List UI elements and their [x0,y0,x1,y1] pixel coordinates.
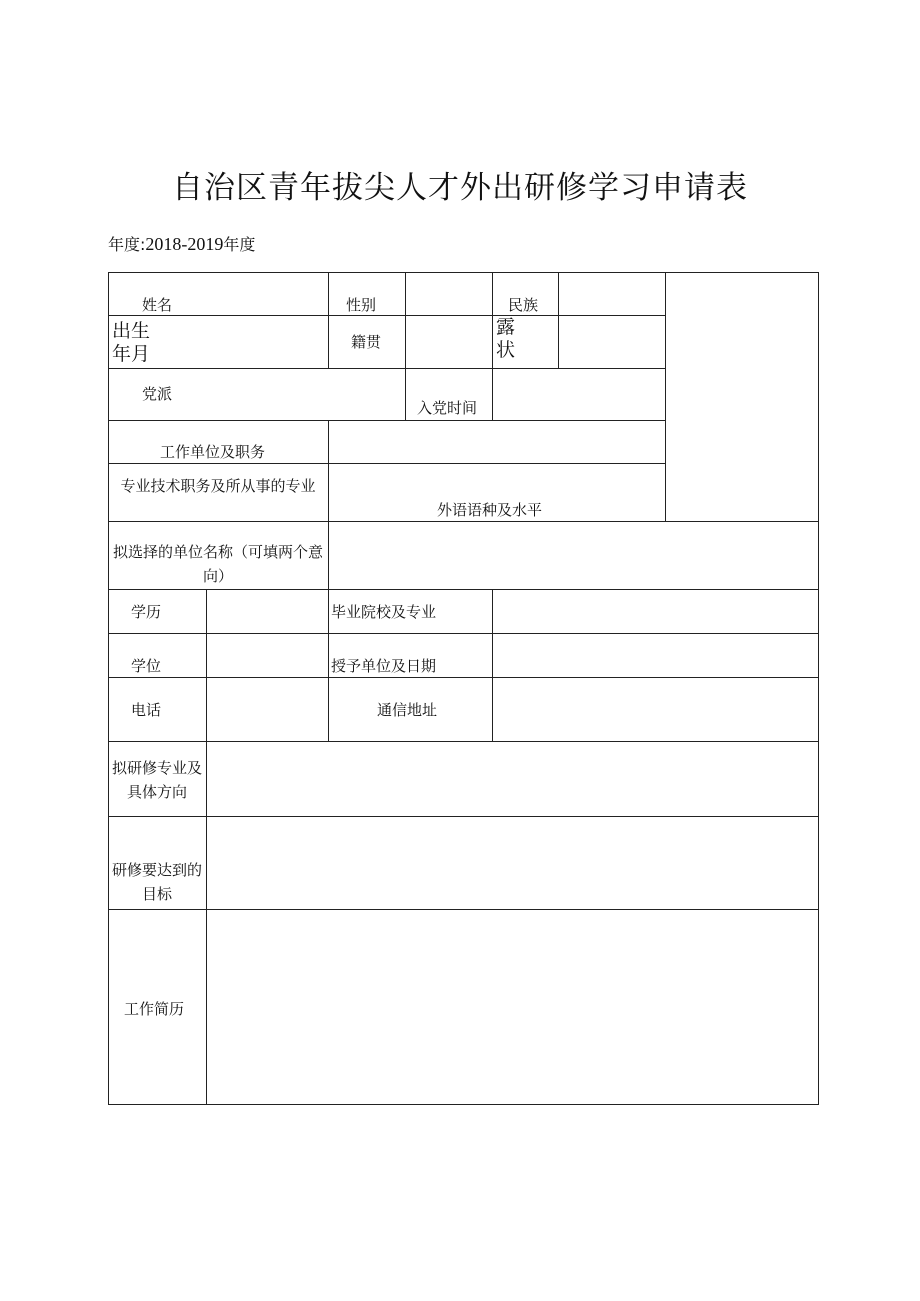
work-unit-label: 工作单位及职务 [160,443,266,461]
health-label-1: 露 [496,316,516,338]
graduate-school-label: 毕业院校及专业 [331,603,437,621]
birth-date-field[interactable] [180,316,327,367]
degree-field[interactable] [207,634,327,676]
target-unit-label: 拟选择的单位名称（可填两个意向） [112,543,323,585]
year-value: 2018-2019 [145,234,224,254]
study-major-field[interactable] [207,742,817,815]
party-field[interactable] [200,369,404,419]
degree-label: 学位 [131,657,162,675]
native-place-field[interactable] [406,316,491,367]
study-goal-label: 研修要达到的目标 [112,861,203,903]
education-label: 学历 [131,603,162,621]
year-line [108,232,255,255]
name-label: 姓名 [142,296,173,314]
ethnicity-field[interactable] [559,273,664,314]
party-label: 党派 [142,385,173,403]
tech-title-label: 专业技术职务及所从事的专业 [120,477,316,495]
tech-title-field[interactable] [329,464,664,494]
degree-grant-label: 授予单位及日期 [331,657,437,675]
study-major-label: 拟研修专业及具体方向 [112,759,203,801]
address-label: 通信地址 [377,701,438,719]
degree-grant-field[interactable] [493,634,817,676]
ethnicity-label: 民族 [508,296,539,314]
phone-field[interactable] [207,678,327,740]
work-resume-field[interactable] [207,910,817,1103]
year-label: 年度: [108,235,146,254]
health-field[interactable] [559,316,664,367]
native-place-label: 籍贯 [351,333,382,351]
phone-label: 电话 [131,701,162,719]
target-unit-field[interactable] [329,522,817,588]
address-field[interactable] [493,678,817,740]
graduate-school-field[interactable] [493,590,817,632]
education-field[interactable] [207,590,327,632]
gender-label: 性别 [346,296,377,314]
name-field[interactable] [206,273,326,314]
birth-label-1: 出生 [112,320,151,342]
page-title: 自治区青年拔尖人才外出研修学习申请表 [172,170,748,206]
study-goal-field[interactable] [207,817,817,908]
gender-field[interactable] [406,273,491,314]
join-party-time-field[interactable] [493,369,664,419]
join-party-time-label: 入党时间 [417,399,478,417]
health-label-2: 状 [496,339,516,361]
birth-label-2: 年月 [112,343,151,365]
photo-area[interactable] [666,273,817,521]
work-unit-field[interactable] [329,421,664,462]
foreign-language-label: 外语语种及水平 [437,501,543,519]
work-resume-label: 工作简历 [124,1000,185,1018]
year-suffix: 年度 [223,235,256,254]
